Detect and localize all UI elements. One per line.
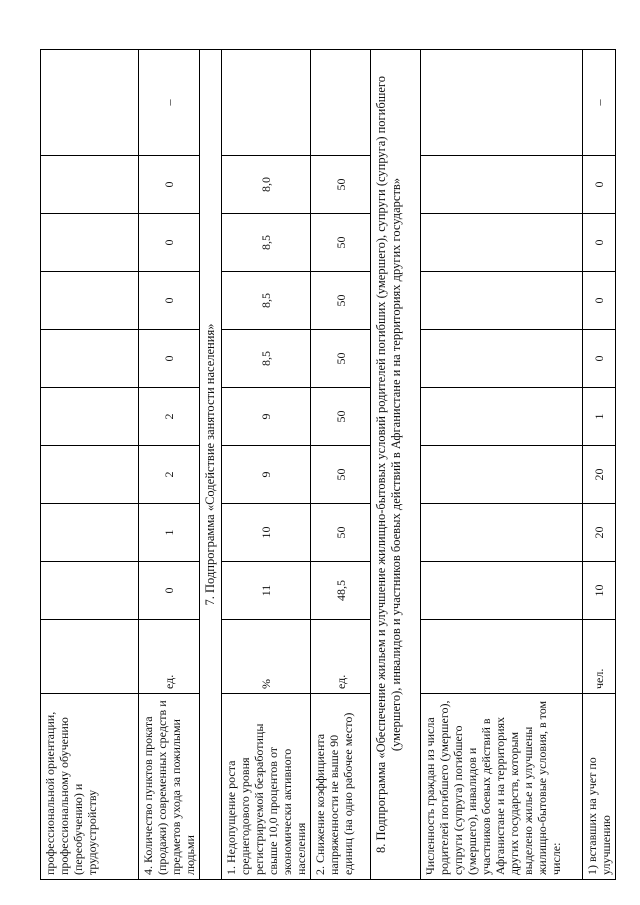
value-cell: 50 <box>311 330 371 388</box>
unit-cell: ед. <box>139 620 200 694</box>
value-cell: 0 <box>583 214 616 272</box>
value-cell: 9 <box>222 388 311 446</box>
value-cell <box>421 214 583 272</box>
value-cell <box>41 562 139 620</box>
value-cell: 1 <box>139 504 200 562</box>
table-row <box>421 50 583 880</box>
indicator-label: 1. Недопущение роста среднегодового уровня регистрируемой безработицы свыше 10,0 процентов от экономически активного населения <box>222 694 311 880</box>
table-row <box>311 50 371 880</box>
unit-cell <box>421 620 583 694</box>
rotated-table-container <box>40 50 630 880</box>
value-cell: 48,5 <box>311 562 371 620</box>
value-cell <box>41 156 139 214</box>
value-cell <box>41 388 139 446</box>
value-cell: – <box>139 50 200 156</box>
value-cell <box>421 446 583 504</box>
value-cell: 50 <box>311 388 371 446</box>
value-cell <box>41 504 139 562</box>
value-cell: 2 <box>139 446 200 504</box>
unit-cell: чел. <box>583 620 616 694</box>
value-cell: 1 <box>583 388 616 446</box>
value-cell <box>421 272 583 330</box>
value-cell: 0 <box>139 156 200 214</box>
table-body <box>41 50 616 880</box>
unit-cell: % <box>222 620 311 694</box>
value-cell: 50 <box>311 446 371 504</box>
value-cell: 0 <box>583 156 616 214</box>
value-cell: 8,5 <box>222 214 311 272</box>
unit-cell <box>41 620 139 694</box>
value-cell: 11 <box>222 562 311 620</box>
indicator-label: 2. Снижение коэффициента напряженности не выше 90 единиц (на одно рабочее место) <box>311 694 371 880</box>
value-cell <box>222 50 311 156</box>
value-cell: 20 <box>583 504 616 562</box>
subprogram-title: 8. Подпрограмма «Обеспечение жильем и улучшение жилищно-бытовых условий родителей погибших (умершего), супруги (супруга) погибшего (умершего), инвалидов и участников боевых действий в Афганистане и на территориях других государств» <box>371 50 421 880</box>
value-cell: 20 <box>583 446 616 504</box>
subprogram-header-row <box>200 50 222 880</box>
table-row <box>41 50 139 880</box>
indicators-table <box>40 49 616 880</box>
indicator-label: 4. Количество пунктов проката (продажи) современных средств и предметов ухода за пожилыми людьми <box>139 694 200 880</box>
indicator-label: 1) вставших на учет по улучшению <box>583 694 616 880</box>
value-cell <box>41 446 139 504</box>
value-cell: 0 <box>139 330 200 388</box>
value-cell: 8,5 <box>222 330 311 388</box>
value-cell: 10 <box>222 504 311 562</box>
subprogram-title: 7. Подпрограмма «Содействие занятости населения» <box>200 50 222 880</box>
value-cell <box>311 50 371 156</box>
indicator-label: Численность граждан из числа родителей погибшего (умершего), супруги (супруга) погибшего (умершего), инвалидов и участников боевых действий в Афганистане и на территориях других государств, которым выделено жилье и улучшены жилищно-бытовые условия, в том числе: <box>421 694 583 880</box>
value-cell: 2 <box>139 388 200 446</box>
value-cell: 0 <box>139 562 200 620</box>
value-cell <box>421 156 583 214</box>
value-cell: 50 <box>311 156 371 214</box>
value-cell: 8,5 <box>222 272 311 330</box>
value-cell <box>41 272 139 330</box>
table-row <box>139 50 200 880</box>
subprogram-header-row <box>371 50 421 880</box>
value-cell: 0 <box>139 272 200 330</box>
value-cell <box>421 388 583 446</box>
value-cell: 50 <box>311 272 371 330</box>
indicator-label: профессиональной ориентации, профессиональному обучению (переобучению) и трудоустройству <box>41 694 139 880</box>
table-row <box>222 50 311 880</box>
value-cell: 0 <box>139 214 200 272</box>
value-cell: 50 <box>311 504 371 562</box>
value-cell: 0 <box>583 330 616 388</box>
value-cell <box>421 562 583 620</box>
table-row <box>583 50 616 880</box>
value-cell: 8,0 <box>222 156 311 214</box>
value-cell: 0 <box>583 272 616 330</box>
value-cell <box>421 330 583 388</box>
value-cell: – <box>583 50 616 156</box>
value-cell <box>41 214 139 272</box>
value-cell: 9 <box>222 446 311 504</box>
value-cell <box>421 504 583 562</box>
value-cell <box>41 50 139 156</box>
unit-cell: ед. <box>311 620 371 694</box>
value-cell: 10 <box>583 562 616 620</box>
value-cell <box>41 330 139 388</box>
value-cell: 50 <box>311 214 371 272</box>
value-cell <box>421 50 583 156</box>
